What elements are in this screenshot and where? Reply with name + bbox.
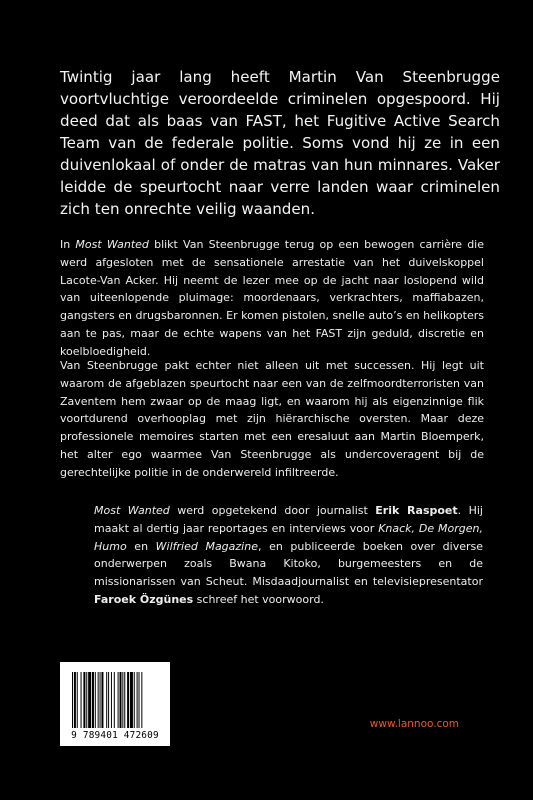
barcode-bar: [81, 672, 82, 728]
summary-paragraph-2: Van Steenbrugge pakt echter niet alleen uit met successen. Hij legt uit waarom de afgeblazen speurtocht naar een van de zelfmoordterroristen van Zaventem hem zwaar op de maag ligt, en waarom hij als eigenzinnige flik voortdurend overhooplag met zijn hiërarchische oversten. Maar deze professionele memoires starten met een eresaluut aan Martin Bloemperk, het alter ego waarmee Van Steenbrugge als undercoveragent bij de gerechtelijke politie in de onderwereld infiltreerde.: [60, 359, 484, 479]
foreword-author-name: Faroek Özgünes: [94, 592, 194, 606]
p2-text: blikt Van Steenbrugge terug op een bewogen carrière die werd afgesloten met de sensationele arrestatie van het duivelskoppel Lacote-Van Acker. Hij neemt de lezer mee op de jacht naar loslopend wild van uiteenlopende pluimage: moordenaars, verkrachters, maffiabazen, gangsters en drugsbaronnen. Er komen pistolen, snelle auto’s en helikopters aan te pas, maar de echte wapens van het FAST zijn geduld, discretie en koelbloedigheid.: [60, 238, 485, 358]
magazines-1: Knack, De Morgen, Humo: [94, 521, 483, 553]
barcode-bar: [92, 672, 94, 728]
barcode-bar: [106, 672, 107, 728]
barcode-bar: [88, 672, 91, 728]
publisher-website-link[interactable]: www.lannoo.com: [369, 718, 459, 730]
about-text-3: en: [126, 539, 156, 553]
barcode-bar: [95, 672, 96, 728]
barcode-bars: [72, 672, 162, 728]
isbn-digits: 9 789401 472609: [71, 730, 159, 741]
barcode-bar: [72, 672, 73, 728]
barcode-bar: [77, 672, 78, 728]
barcode-bar: [111, 672, 112, 728]
barcode-bar: [127, 672, 129, 728]
barcode-bar: [124, 672, 125, 728]
barcode-bar: [100, 672, 101, 728]
barcode-bar: [114, 672, 115, 728]
barcode-bar: [139, 672, 140, 728]
barcode-bar: [122, 672, 123, 728]
summary-paragraph-1: [60, 236, 484, 361]
book-title-ref: Most Wanted: [75, 238, 149, 251]
barcode-bar: [137, 672, 138, 728]
barcode-bar: [101, 672, 103, 728]
author-name: Erik Raspoet: [375, 504, 458, 517]
barcode-bar: [141, 672, 142, 728]
barcode-bar: [74, 672, 76, 728]
book-title-ref-2: Most Wanted: [94, 504, 170, 517]
p2-prefix: In: [60, 238, 76, 251]
about-authors-paragraph: [94, 502, 483, 609]
about-text-4: , en publiceerde boeken over diverse onderwerpen zoals Bwana Kitoko, burgemeesters en de missionarissen van Scheut. Misdaadjournalist en televisiepresentator: [94, 539, 484, 589]
intro-paragraph: Twintig jaar lang heeft Martin Van Steenbrugge voortvluchtige veroordeelde criminelen opgespoord. Hij deed dat als baas van FAST, het Fugitive Active Search Team van de federale politie. Soms vond hij ze in een duivenlokaal of onder de matras van hun minnares. Vaker leidde de speurtocht naar verre landen waar criminelen zich ten onrechte veilig waanden.: [60, 68, 500, 218]
barcode-bar: [130, 672, 133, 728]
barcode-bar: [134, 672, 135, 728]
barcode-bar: [120, 672, 122, 728]
barcode-bar: [108, 672, 109, 728]
about-text-5: schreef het voorwoord.: [193, 592, 324, 606]
isbn-barcode: [60, 662, 170, 746]
barcode-bar: [98, 672, 99, 728]
barcode-bar: [83, 672, 85, 728]
barcode-bar: [118, 672, 119, 728]
about-text-2: . Hij maakt al dertig jaar reportages en interviews voor: [94, 504, 483, 535]
about-text-1: werd opgetekend door journalist: [169, 504, 376, 517]
magazines-2: Wilfried Magazine: [155, 539, 258, 553]
barcode-bar: [86, 672, 87, 728]
